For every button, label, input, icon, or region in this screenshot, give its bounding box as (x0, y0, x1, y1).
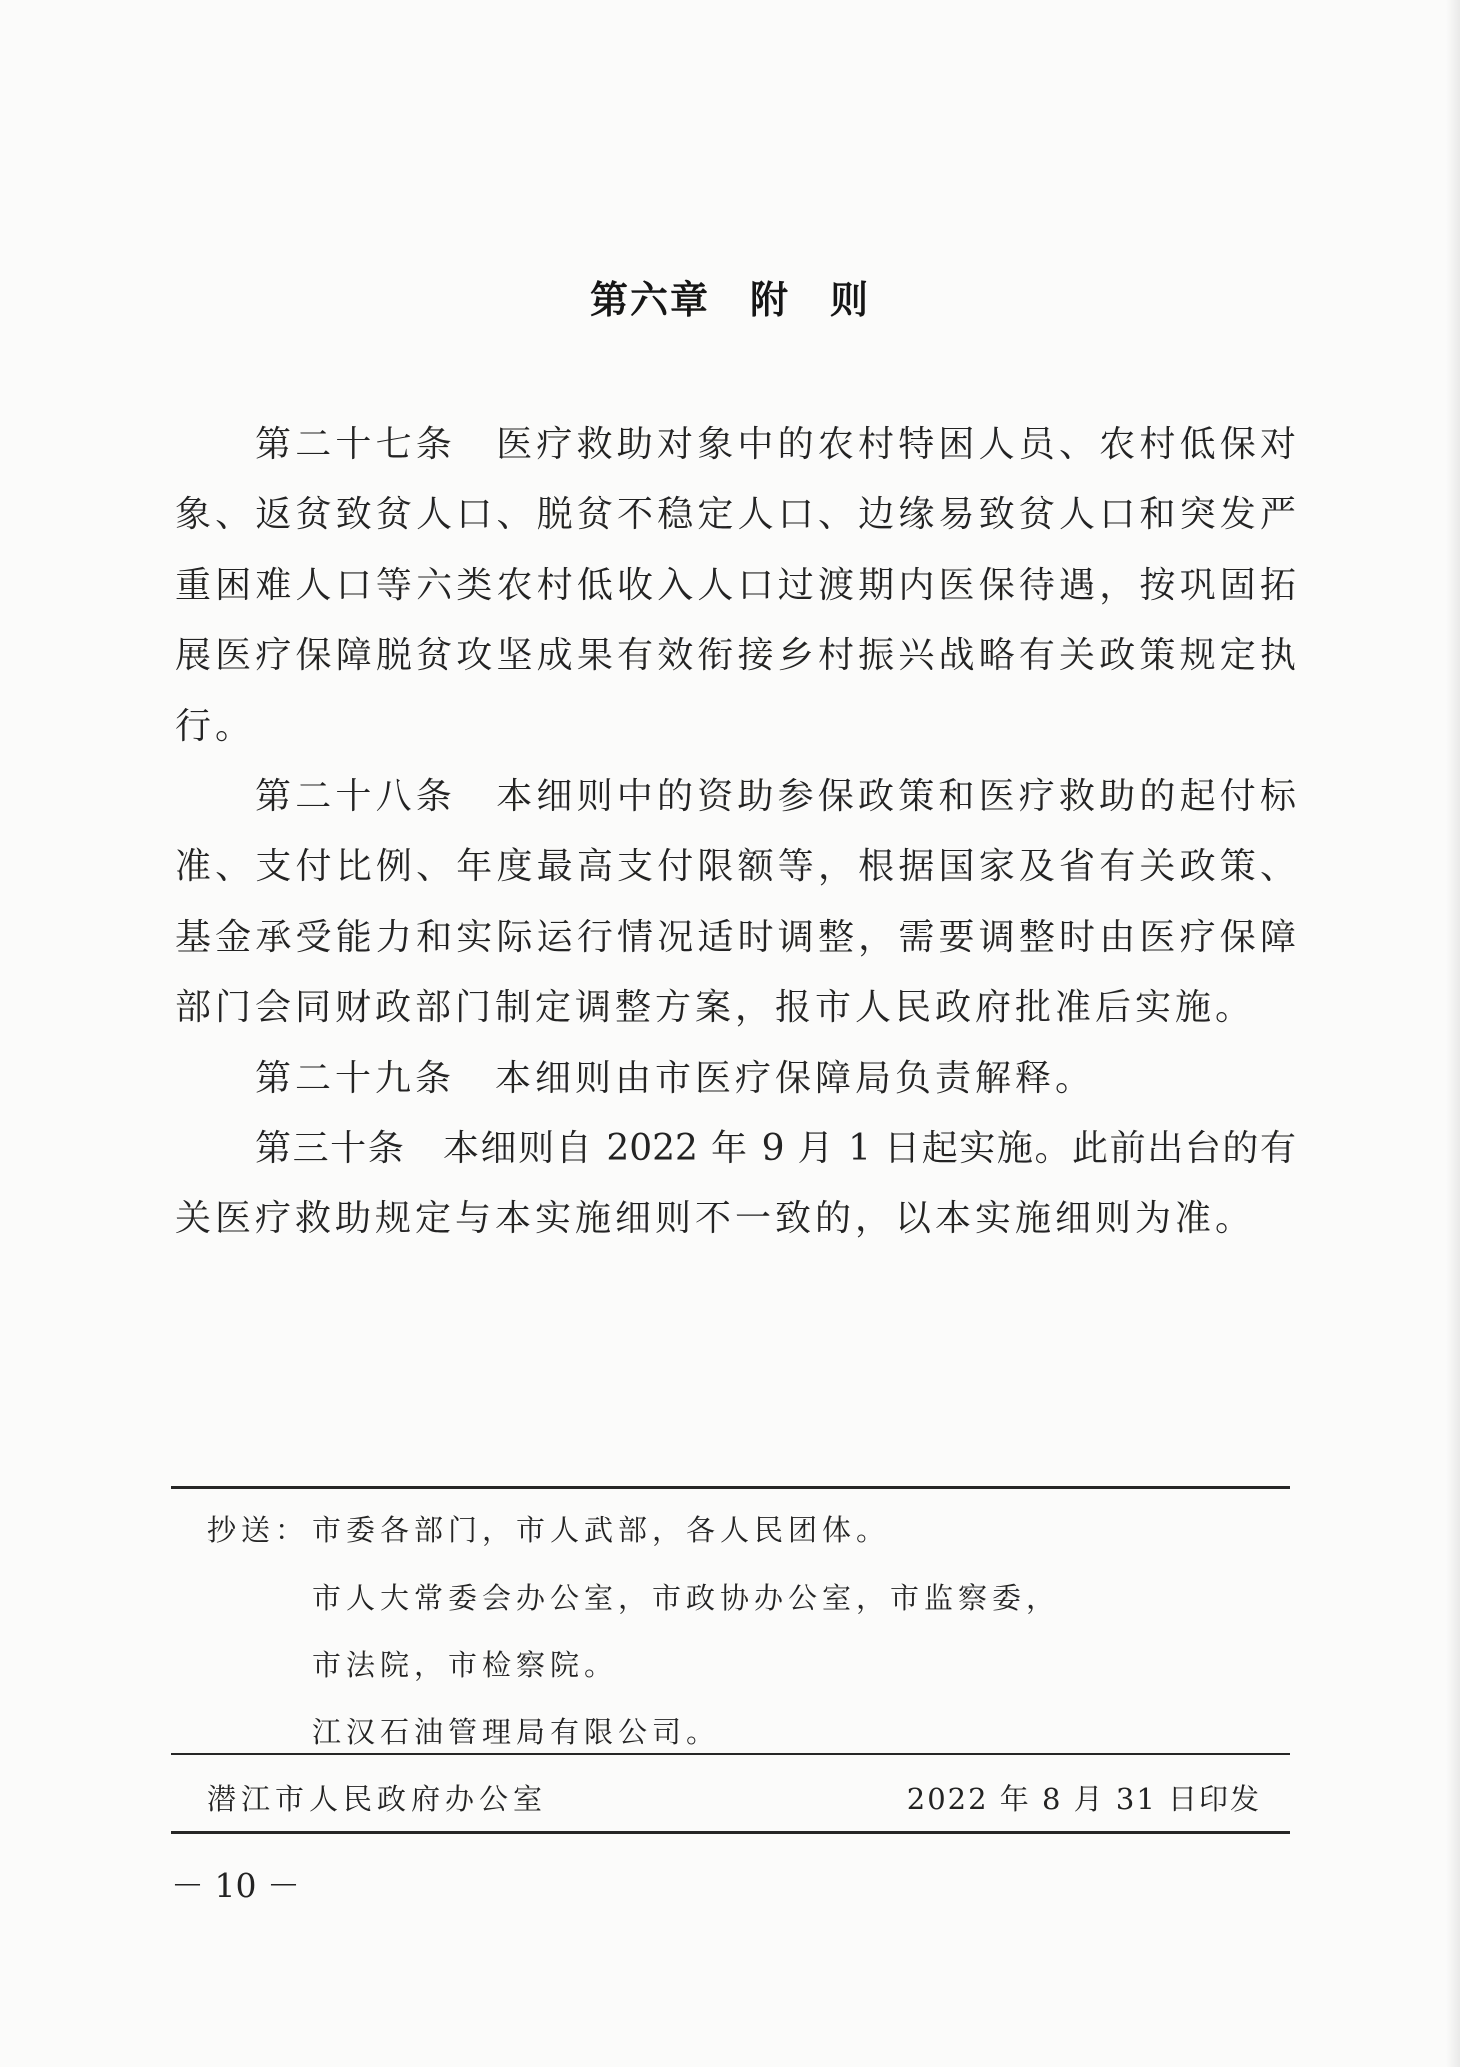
text-line: 第三十条 本细则自 2022 年 9 月 1 日起实施。此前出台的有 (255, 1127, 1296, 1169)
chapter-title: 第六章 附 则 (589, 278, 870, 322)
text-line: 展医疗保障脱贫攻坚成果有效衔接乡村振兴战略有关政策规定执 (175, 635, 1296, 677)
distribution-line: 市委各部门，市人武部，各人民团体。 (312, 1513, 891, 1547)
issuing-office: 潜江市人民政府办公室 (207, 1782, 548, 1816)
article-30 (175, 1114, 1300, 1255)
distribution-line: 市法院，市检察院。 (312, 1648, 619, 1682)
issue-date: 2022 年 8 月 31 日印发 (906, 1782, 1261, 1816)
text-line: 第二十九条 本细则由市医疗保障局负责解释。 (255, 1057, 1096, 1099)
text-line: 行。 (175, 705, 256, 747)
distribution-line: 市人大常委会办公室，市政协办公室，市监察委， (312, 1581, 1061, 1615)
document-body (175, 410, 1300, 1255)
text-line: 关医疗救助规定与本实施细则不一致的，以本实施细则为准。 (175, 1198, 1256, 1240)
distribution-top-rule (171, 1486, 1290, 1489)
text-line: 基金承受能力和实际运行情况适时调整，需要调整时由医疗保障 (175, 916, 1296, 958)
distribution-bottom-rule (171, 1753, 1290, 1755)
text-line: 象、返贫致贫人口、脱贫不稳定人口、边缘易致贫人口和突发严 (175, 494, 1296, 536)
article-29 (175, 1044, 1300, 1114)
text-line: 重困难人口等六类农村低收入人口过渡期内医保待遇，按巩固拓 (175, 564, 1296, 606)
article-27 (175, 410, 1300, 762)
footer-bottom-rule (171, 1831, 1290, 1834)
text-line: 部门会同财政部门制定调整方案，报市人民政府批准后实施。 (175, 987, 1256, 1029)
text-line: 准、支付比例、年度最高支付限额等，根据国家及省有关政策、 (175, 846, 1296, 888)
article-28 (175, 762, 1300, 1044)
text-line: 第二十八条 本细则中的资助参保政策和医疗救助的起付标 (255, 775, 1296, 817)
distribution-label: 抄送： (207, 1513, 310, 1547)
distribution-line: 江汉石油管理局有限公司。 (312, 1715, 721, 1749)
text-line: 第二十七条 医疗救助对象中的农村特困人员、农村低保对 (255, 424, 1296, 465)
page-number: － 10 － (171, 1866, 300, 1905)
